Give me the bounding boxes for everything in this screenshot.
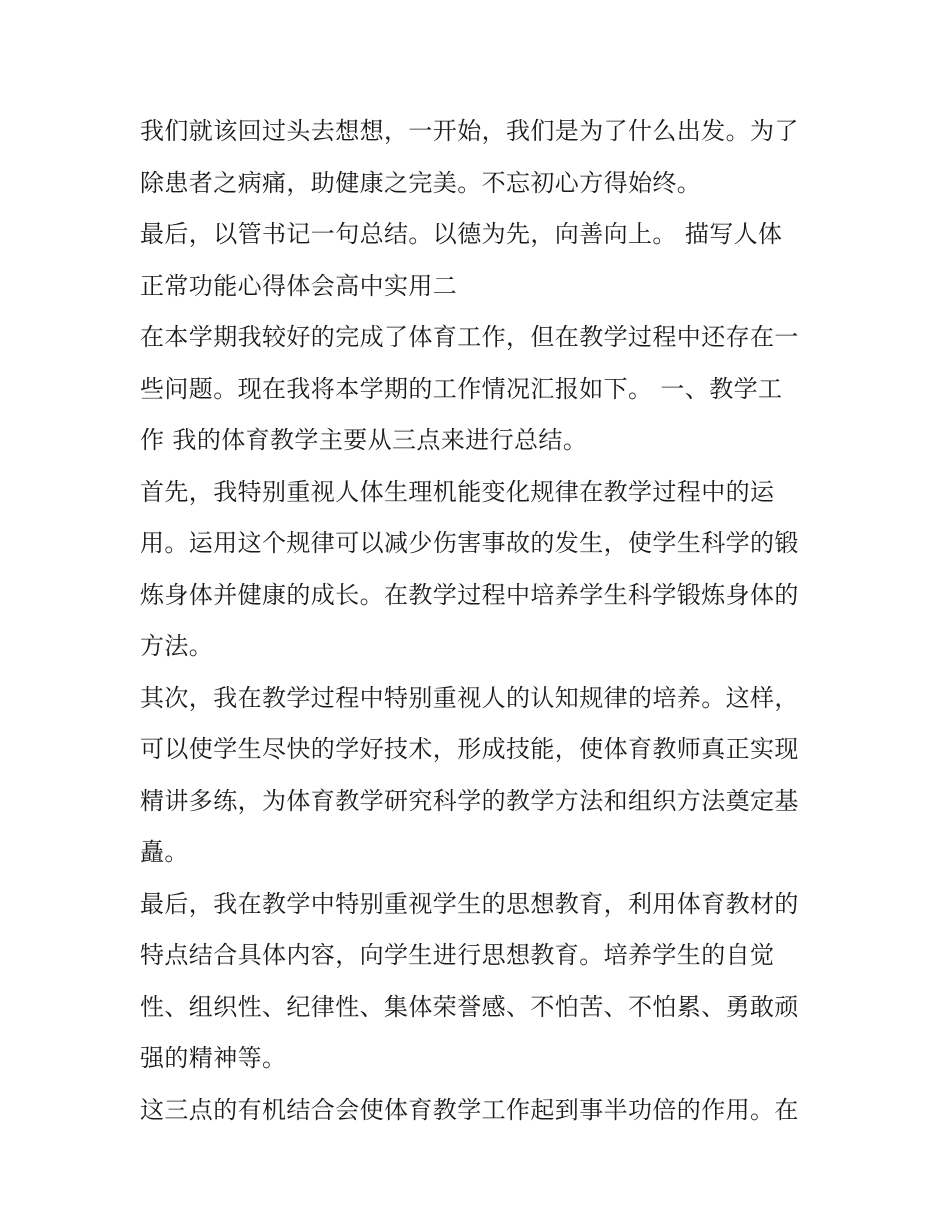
text-line: 这三点的有机结合会使体育教学工作起到事半功倍的作用。在 <box>140 1095 799 1124</box>
text-line: 精讲多练，为体育教学研究科学的教学方法和组织方法奠定基 <box>140 786 799 815</box>
paragraph <box>140 1085 820 1137</box>
text-line: 正常功能心得体会高中实用二 <box>140 271 458 300</box>
text-line: 我们就该回过头去想想，一开始，我们是为了什么出发。为了 <box>140 117 799 145</box>
text-line: 最后，我在教学中特别重视学生的思想教育，利用体育教材的 <box>140 889 799 918</box>
text-line: 矗。 <box>140 838 189 866</box>
paragraph <box>140 467 820 673</box>
text-line: 性、组织性、纪律性、集体荣誉感、不怕苦、不怕累、勇敢顽 <box>140 992 799 1021</box>
text-line: 方法。 <box>140 632 214 660</box>
text-line: 些问题。现在我将本学期的工作情况汇报如下。 一、教学工 <box>140 374 783 403</box>
paragraph <box>140 673 820 879</box>
paragraph <box>140 312 820 467</box>
text-line: 在本学期我较好的完成了体育工作，但在教学过程中还存在一 <box>140 323 799 351</box>
paragraph <box>140 209 820 312</box>
document-body <box>140 106 820 1136</box>
text-line: 炼身体并健康的成长。在教学过程中培养学生科学锻炼身体的 <box>140 580 799 609</box>
paragraph <box>140 106 820 209</box>
text-line: 作 我的体育教学主要从三点来进行总结。 <box>140 426 588 454</box>
text-line: 首先，我特别重视人体生理机能变化规律在教学过程中的运 <box>140 477 775 506</box>
text-line: 最后，以管书记一句总结。以德为先，向善向上。 描写人体 <box>140 220 783 248</box>
text-line: 可以使学生尽快的学好技术，形成技能，使体育教师真正实现 <box>140 735 799 763</box>
text-line: 除患者之病痛，助健康之完美。不忘初心方得始终。 <box>140 168 702 197</box>
text-line: 用。运用这个规律可以减少伤害事故的发生，使学生科学的锻 <box>140 529 799 557</box>
paragraph <box>140 879 820 1085</box>
text-line: 其次，我在教学过程中特别重视人的认知规律的培养。这样， <box>140 683 799 712</box>
text-line: 强的精神等。 <box>140 1044 287 1072</box>
text-line: 特点结合具体内容，向学生进行思想教育。培养学生的自觉 <box>140 941 775 969</box>
